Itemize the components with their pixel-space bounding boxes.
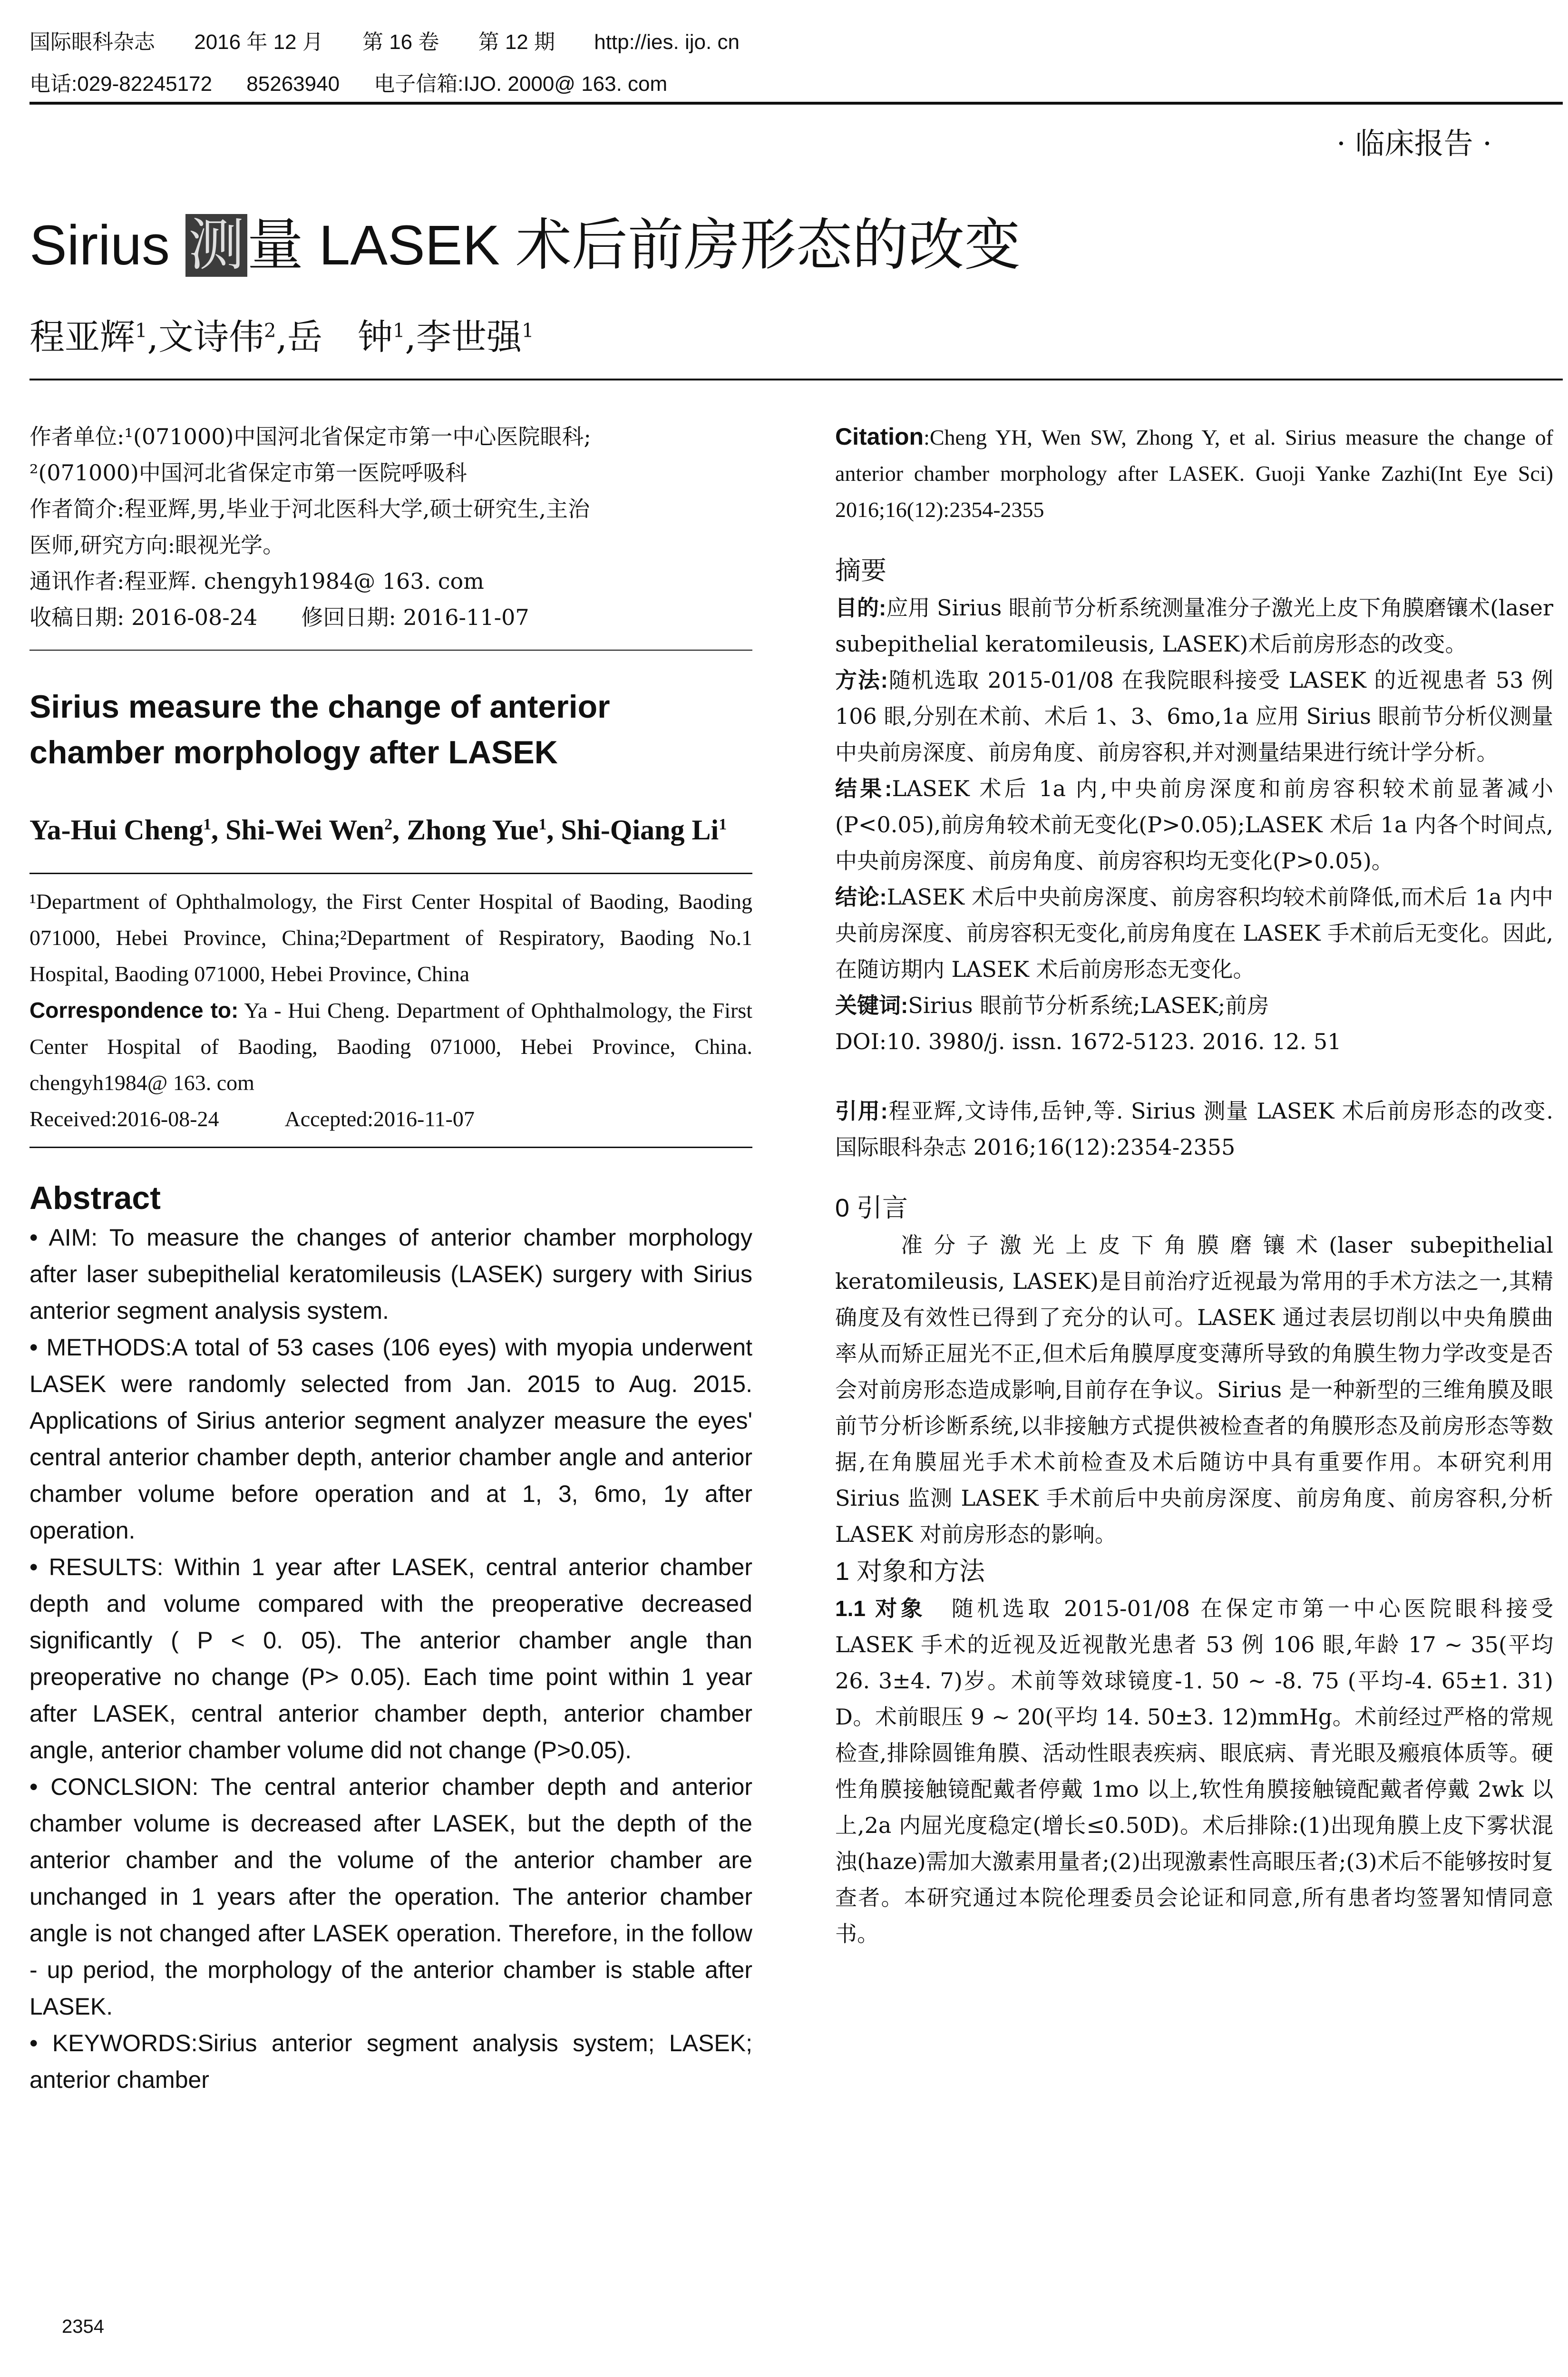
subjects-text: 随机选取 2015-01/08 在保定市第一中心医院眼科接受 LASEK 手术的近视及近视散光患者 53 例 106 眼,年龄 17 ~ 35(平均 26. 3±4. 7)岁。术前等效球镜度-1. 50 ~ -8. 75 (平均-4. 65±1. 31) D。术前眼压 9 ~ 20(平均 14. 50±3. 12)mmHg。术前经过严格的常规检查,排除圆锥角膜、活动性眼表疾病、眼底病、青光眼及瘢痕体质等。硬性角膜接触镜配戴者停戴 1mo 以上,软性角膜接触镜配戴者停戴 2wk 以上,2a 内屈光度稳定(增长≤0.50D)。术后排除:(1)出现角膜上皮下雾状混浊(haze)需加大激素用量者;(2)出现激素性高眼压者;(3)术后不能够按时复查者。本研究通过本院伦理委员会论证和同意,所有患者均签署知情同意书。 [835,1596,1553,1947]
affil-line: 作者简介:程亚辉,男,毕业于河北医科大学,硕士研究生,主治 [29,496,590,522]
summary-label: 结果: [835,776,892,801]
phone: 电话:029-82245172 [29,72,213,96]
author-en-affil: 1 [538,816,547,833]
volume: 第 16 卷 [362,30,439,54]
author-affil: 1 [392,320,405,342]
authors-en: Ya-Hui Cheng$^1$, Shi-Wei Wen$^2$, Zhong Yue$^1$, Shi-Qiang Li$^1$ [29,814,727,846]
page-number: 2354 [62,2316,104,2337]
article-title [29,200,1021,281]
summary-text: 随机选取 2015-01/08 在我院眼科接受 LASEK 的近视患者 53 例 106 眼,分别在术前、术后 1、3、6mo,1a 应用 Sirius 眼前节分析仪测量中央前房深度、前房角度、前房容积,并对测量结果进行统计学分析。 [835,667,1553,765]
summary-results [835,770,1553,879]
title-rule [29,379,1563,380]
summary-methods [835,662,1553,770]
header-rule [29,102,1563,105]
affil-rule [29,650,752,651]
received-rule [29,1147,752,1148]
summary-text: Sirius 眼前节分析系统;LASEK;前房 [908,993,1269,1018]
author-name: 李世强 [416,317,522,358]
title-pre: Sirius [29,214,185,277]
author-en-affil: 1 [719,816,727,833]
summary-text: LASEK 术后中央前房深度、前房容积均较术前降低,而术后 1a 内中央前房深度、前房容积无变化,前房角度在 LASEK 手术前后无变化。因此,在随访期内 LASEK 术后前房形态无变化。 [835,884,1553,982]
author-en: Zhong Yue [407,814,539,846]
title-highlight: 测 [185,214,247,277]
citation-cn [835,1093,1553,1165]
summary-conclusion [835,879,1553,987]
methods-heading: 1 对象和方法 [835,1557,985,1586]
affil-line: 通讯作者:程亚辉. chengyh1984@ 163. com [29,568,484,594]
correspondence-text: Ya - Hui Cheng. Department of Ophthalmology, the First Center Hospital of Baoding, Baoding 071000, Hebei Province, China. chengyh1984@ 163. com [29,998,752,1095]
journal-header-line2 [29,67,696,97]
summary-heading: 摘要 [835,556,886,585]
abstract-heading: Abstract [29,1180,161,1216]
citation-cn-text: 程亚辉,文诗伟,岳钟,等. Sirius 测量 LASEK 术后前房形态的改变. 国际眼科杂志 2016;16(12):2354-2355 [835,1098,1553,1160]
author-en: Ya-Hui Cheng [29,814,204,846]
affil-line: 作者单位:¹(071000)中国河北省保定市第一中心医院眼科; [29,424,591,449]
author-affil: 1 [135,320,147,342]
summary-text: 应用 Sirius 眼前节分析系统测量准分子激光上皮下角膜磨镶术(laser subepithelial keratomileusis, LASEK)术后前房形态的改变。 [835,595,1553,657]
affil-line: 收稿日期: 2016-08-24 修回日期: 2016-11-07 [29,604,529,630]
affil-line: 医师,研究方向:眼视光学。 [29,532,285,558]
author-en-affil: 1 [203,816,212,833]
author-affil: 1 [521,320,534,342]
correspondence [29,992,752,1101]
affiliation-en: ¹Department of Ophthalmology, the First Center Hospital of Baoding, Baoding 071000, Hebei Province, China;²Department of Respiratory, Baoding No.1 Hospital, Baoding 071000, Hebei Province, China [29,889,752,986]
authors-cn: 程亚辉$^1$,文诗伟$^2$,岳 钟$^1$,李世强$^1$ [29,317,534,358]
intro-heading: 0 引言 [835,1194,908,1222]
received-accepted: Received:2016-08-24 Accepted:2016-11-07 [29,1107,475,1131]
abstract-results: • RESULTS: Within 1 year after LASEK, central anterior chamber depth and volume compared with the preoperative decreased significantly ( P < 0. 05). The anterior chamber angle than preoperative no change (P> 0.05). Each time point within 1 year after LASEK, central anterior chamber depth, anterior chamber angle, anterior chamber volume did not change (P>0.05). [29,1554,752,1763]
english-title: Sirius measure the change of anterior chamber morphology after LASEK [29,689,610,770]
summary-keywords [835,987,1553,1023]
summary-label: 目的: [835,595,886,620]
correspondence-label: Correspondence to: [29,998,239,1023]
subjects-paragraph [835,1590,1553,1952]
author-name: 岳 钟 [287,317,393,358]
intro-paragraph: 准分子激光上皮下角膜磨镶术(laser subepithelial keratomileusis, LASEK)是目前治疗近视最为常用的手术方法之一,其精确度及有效性已得到了充分的认可。LASEK 通过表层切削以中央角膜曲率从而矫正屈光不正,但术后角膜厚度变薄所导致的角膜生物力学改变是否会对前房形态造成影响,目前存在争议。Sirius 是一种新型的三维角膜及眼前节分析诊断系统,以非接触方式提供被检查者的角膜形态及前房形态等数据,在角膜屈光手术术前检查及术后随访中具有重要作用。本研究利用 Sirius 监测 LASEK 手术前后中央前房深度、前房角度、前房容积,分析 LASEK 对前房形态的影响。 [835,1232,1553,1547]
doi[interactable]: DOI:10. 3980/j. issn. 1672-5123. 2016. 12. 51 [835,1029,1342,1054]
section-tag: · 临床报告 · [1336,126,1492,161]
abstract-conclusion: • CONCLSION: The central anterior chamber depth and anterior chamber volume is decreased after LASEK, but the depth of the anterior chamber and the volume of the anterior chamber are unchanged in 1 years after the operation. The anterior chamber angle is not changed after LASEK operation. Therefore, in the follow - up period, the morphology of the anterior chamber is stable after LASEK. [29,1773,752,2020]
author-en: Shi-Wei Wen [225,814,385,846]
summary-label: 关键词: [835,993,908,1018]
citation-text: :Cheng YH, Wen SW, Zhong Y, et al. Sirius measure the change of anterior chamber morphology after LASEK. Guoji Yanke Zazhi(Int Eye Sci) 2016;16(12):2354-2355 [835,425,1553,522]
issue-date: 2016 年 12 月 [194,30,323,54]
citation-label: Citation [835,423,924,450]
summary-label: 方法: [835,668,888,692]
affiliation-cn [29,419,752,635]
journal-name: 国际眼科杂志 [29,30,155,54]
authors-rule [29,873,752,874]
subjects-label: 1.1 对象 [835,1596,926,1621]
email[interactable]: 电子信箱:IJO. 2000@ 163. com [374,72,668,96]
journal-url[interactable]: http://ies. ijo. cn [594,30,740,54]
summary-objective [835,590,1553,662]
right-column [835,419,1553,1952]
abstract-aim: • AIM: To measure the changes of anterior chamber morphology after laser subepithelial keratomileusis (LASEK) surgery with Sirius anterior segment analysis system. [29,1224,752,1324]
author-en-affil: 2 [384,816,393,833]
summary-text: LASEK 术后 1a 内,中央前房深度和前房容积较术前显著减小(P<0.05),前房角较术前无变化(P>0.05);LASEK 术后 1a 内各个时间点,中央前房深度、前房角度、前房容积均无变化(P>0.05)。 [835,776,1553,874]
citation-cn-label: 引用: [835,1099,888,1123]
journal-header-line1 [29,25,773,55]
author-name: 程亚辉 [29,317,135,358]
affil-line: ²(071000)中国河北省保定市第一医院呼吸科 [29,460,467,486]
left-column [29,419,752,2098]
phone2: 85263940 [246,72,340,96]
summary-label: 结论: [835,885,887,909]
title-post: 量 LASEK 术后前房形态的改变 [247,214,1021,277]
abstract-methods: • METHODS:A total of 53 cases (106 eyes) with myopia underwent LASEK were randomly selected from Jan. 2015 to Aug. 2015. Applications of Sirius anterior segment analyzer measure the eyes' central anterior chamber depth, anterior chamber angle and anterior chamber volume before operation and at 1, 3, 6mo, 1y after operation. [29,1334,752,1544]
author-affil: 2 [263,320,276,342]
author-en: Shi-Qiang Li [561,814,719,846]
issue: 第 12 期 [478,30,555,54]
citation-en [835,419,1553,528]
abstract-keywords: • KEYWORDS:Sirius anterior segment analysis system; LASEK; anterior chamber [29,2030,752,2093]
author-name: 文诗伟 [158,317,264,358]
